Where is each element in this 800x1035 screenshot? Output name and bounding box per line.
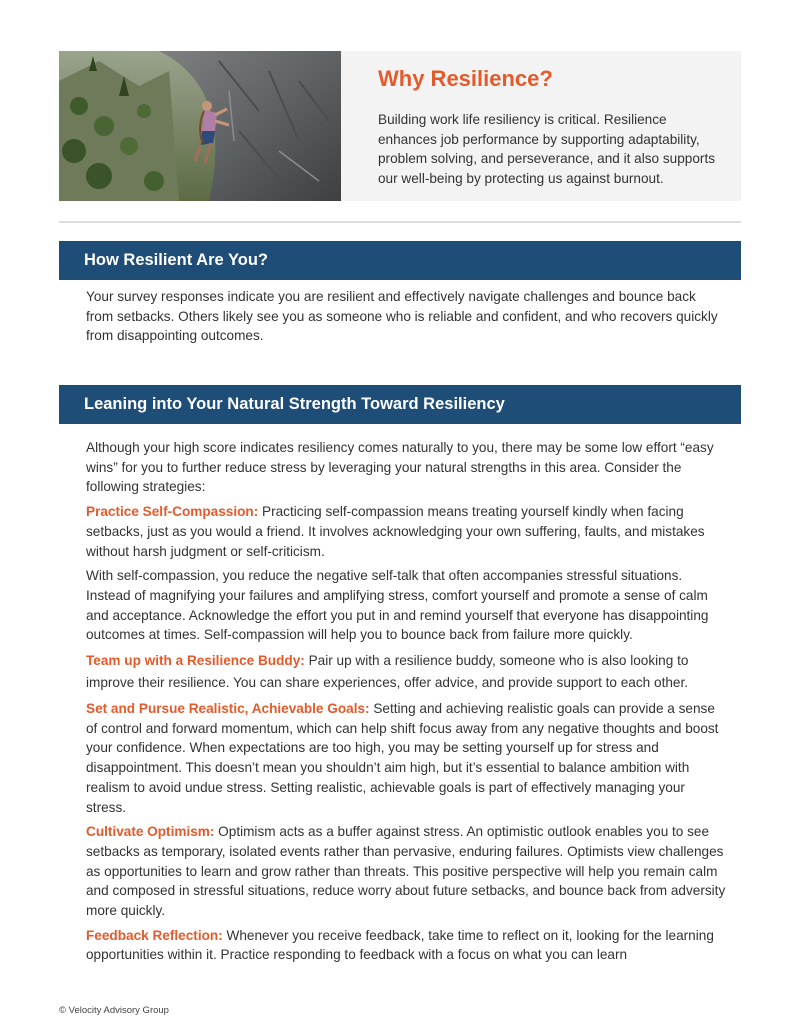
strategy-text: With self-compassion, you reduce the negative self-talk that often accompanies stressful situations. Instead of magnifying your failures and amplifying stress, comfort yourself and promote a sense of calm and acceptance. Acknowledge the effort you put in and remind yourself that everyone has disappointing outcomes at times. Self-compassion will help you to bounce back from failure more quickly.	[86, 568, 709, 643]
hero-body: Building work life resiliency is critical. Resilience enhances job performance by supporting adaptability, problem solving, and perseverance, and it also supports our well-being by protecting us against burnout.	[378, 112, 716, 187]
strategy-title: Team up with a Resilience Buddy:	[86, 653, 305, 669]
section-heading-natural-strength: Leaning into Your Natural Strength Toward Resiliency	[59, 385, 741, 424]
section-heading-how-resilient: How Resilient Are You?	[59, 241, 741, 280]
strategies-intro: Although your high score indicates resiliency comes naturally to you, there may be some low effort “easy wins” for you to further reduce stress by leveraging your natural strengths in this area. Consider the following strategies:	[86, 440, 714, 495]
strategy-paragraph	[86, 699, 726, 817]
strategy-paragraph	[86, 926, 726, 965]
strategy-paragraph	[86, 502, 726, 561]
divider	[59, 221, 741, 223]
strategy-text: Optimism acts as a buffer against stress. An optimistic outlook enables you to see setbacks as temporary, isolated events rather than pervasive, enduring failures. Optimists view challenges as opportunities to learn and grow rather than threats. This positive perspective will help you remain calm and composed in stressful situations, reduce worry about future setbacks, and bounce back from adversity more quickly.	[86, 824, 726, 919]
strategy-text: Pair up with a resilience buddy, someone who is also looking to improve their resilience. You can share experiences, offer advice, and provide support to each other.	[86, 653, 689, 691]
hero-text	[378, 65, 728, 189]
strategy-paragraph	[86, 650, 726, 694]
hero-photo-rock-climber	[59, 51, 341, 201]
strategy-title: Feedback Reflection:	[86, 927, 223, 943]
hero-title: Why Resilience?	[378, 66, 553, 91]
section-body-natural-strength	[86, 438, 726, 970]
strategy-paragraph	[86, 822, 726, 921]
strategy-text: Whenever you receive feedback, take time to reflect on it, looking for the learning opportunities within it. Practice responding to feedback with a focus on what you can learn	[86, 927, 714, 963]
strategy-title: Cultivate Optimism:	[86, 824, 215, 840]
strategy-title: Practice Self-Compassion:	[86, 504, 259, 520]
strategy-title: Set and Pursue Realistic, Achievable Goals:	[86, 701, 370, 717]
strategy-paragraph	[86, 566, 726, 645]
strategy-text: Setting and achieving realistic goals can provide a sense of control and forward momentum, which can help shift focus away from any negative thoughts and boost your confidence. When expectations are too high, you may be setting yourself up for stress and disappointment. This doesn’t mean you shouldn’t aim high, but it’s essential to balance ambition with realism to avoid undue stress. Setting realistic, achievable goals is part of effectively managing your stress.	[86, 701, 719, 815]
copyright-footer: © Velocity Advisory Group	[59, 1005, 169, 1016]
hero-panel	[59, 51, 741, 201]
section-body-how-resilient: Your survey responses indicate you are resilient and effectively navigate challenges and bounce back from setbacks. Others likely see you as someone who is reliable and confident, and who recovers quickly from disappointing outcomes.	[86, 289, 718, 344]
strategy-text: Practicing self-compassion means treating yourself kindly when facing setbacks, just as you would a friend. It involves acknowledging your own suffering, faults, and mistakes without harsh judgment or self-criticism.	[86, 504, 705, 559]
